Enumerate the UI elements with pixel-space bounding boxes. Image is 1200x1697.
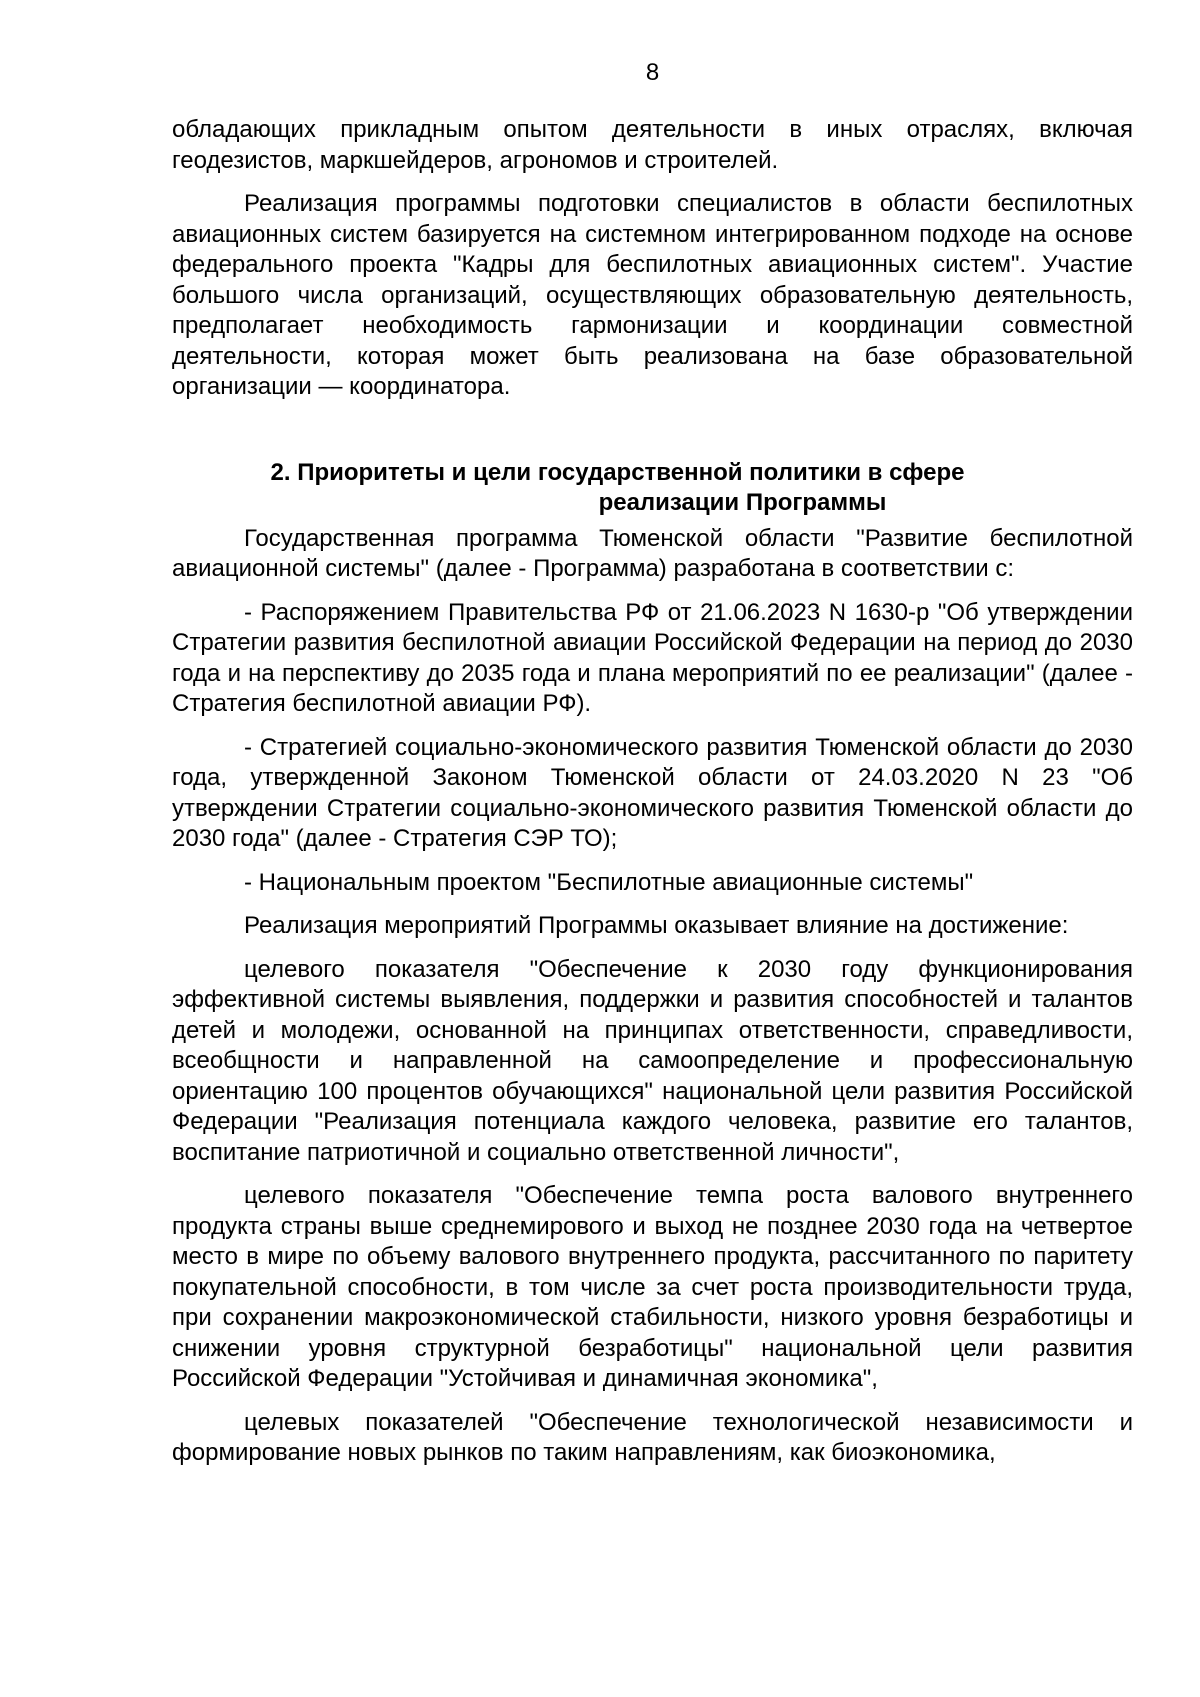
paragraph-continuation: обладающих прикладным опытом деятельности в иных отраслях, включая геодезистов, маркшейдеров, агрономов и строителей. bbox=[172, 116, 1133, 174]
section-heading bbox=[172, 458, 1133, 519]
paragraph-target-technology: целевых показателей "Обеспечение технологической независимости и формирование новых рынков по таким направлениям, как биоэкономика, bbox=[172, 1408, 1133, 1466]
page-number: 8 bbox=[645, 59, 660, 86]
paragraph-target-gdp: целевого показателя "Обеспечение темпа роста валового внутреннего продукта страны выше среднемирового и выход не позднее 2030 года на четвертое место в мире по объему валового внутреннего продукта, рассчитанного по паритету покупательной способности, в том числе за счет роста производительности труда, при сохранении макроэкономической стабильности, низкого уровня безработицы и снижении уровня структурной безработицы" национальной цели развития Российской Федерации "Устойчивая и динамичная экономика", bbox=[172, 1182, 1133, 1392]
list-item-government-order: - Распоряжением Правительства РФ от 21.06.2023 N 1630-р "Об утверждении Стратегии развития беспилотной авиации Российской Федерации на период до 2030 года и на перспективу до 2035 года и плана мероприятий по ее реализации" (далее - Стратегия беспилотной авиации РФ). bbox=[172, 598, 1133, 717]
paragraph-target-talents: целевого показателя "Обеспечение к 2030 году функционирования эффективной системы выявления, поддержки и развития способностей и талантов детей и молодежи, основанной на принципах ответственности, справедливости, всеобщности и направленной на самоопределение и профессиональную ориентацию 100 процентов обучающихся" национальной цели развития Российской Федерации "Реализация потенциала каждого человека, развитие его талантов, воспитание патриотичной и социально ответственной личности", bbox=[172, 955, 1133, 1166]
section-heading-line-2: реализации Программы bbox=[598, 489, 887, 516]
section-heading-line-1: 2. Приоритеты и цели государственной политики в сфере bbox=[270, 458, 965, 486]
paragraph-program-impact: Реализация мероприятий Программы оказывает влияние на достижение: bbox=[244, 912, 1069, 939]
list-item-national-project: - Национальным проектом "Беспилотные авиационные системы" bbox=[244, 868, 974, 896]
paragraph-training-program: Реализация программы подготовки специалистов в области беспилотных авиационных систем базируется на системном интегрированном подходе на основе федерального проекта "Кадры для беспилотных авиационных систем". Участие большого числа организаций, осуществляющих образовательную деятельность, предполагает необходимость гармонизации и координации совместной деятельности, которая может быть реализована на базе образовательной организации — координатора. bbox=[172, 190, 1133, 400]
section-spacer bbox=[172, 416, 1133, 458]
document-body bbox=[172, 115, 1133, 1482]
paragraph-program-basis: Государственная программа Тюменской области "Развитие беспилотной авиационной системы" (далее - Программа) разработана в соответствии с: bbox=[172, 524, 1133, 582]
list-item-regional-strategy: - Стратегией социально-экономического развития Тюменской области до 2030 года, утвержденной Законом Тюменской области от 24.03.2020 N 23 "Об утверждении Стратегии социально-экономического развития Тюменской области до 2030 года" (далее - Стратегия СЭР ТО); bbox=[172, 733, 1133, 852]
